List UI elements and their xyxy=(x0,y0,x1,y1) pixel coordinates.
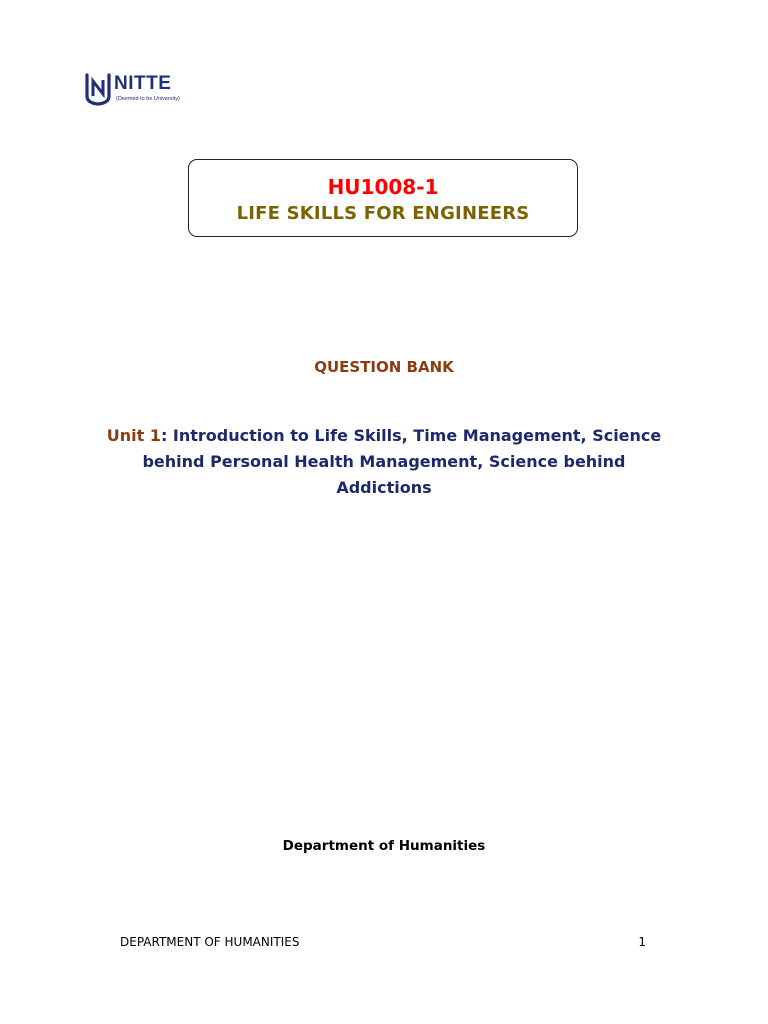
university-logo xyxy=(84,70,184,110)
page-number: 1 xyxy=(638,935,646,949)
course-name: LIFE SKILLS FOR ENGINEERS xyxy=(236,203,530,224)
unit-topics: Introduction to Life Skills, Time Management, Science behind Personal Health Management, Science behind Addictions xyxy=(142,426,662,497)
logo-tagline: (Deemed to be University) xyxy=(116,96,180,102)
course-code: HU1008-1 xyxy=(327,175,439,199)
nitte-emblem-icon xyxy=(84,72,112,106)
question-bank-heading: QUESTION BANK xyxy=(314,358,454,376)
unit-separator: : xyxy=(160,426,168,445)
footer-department: DEPARTMENT OF HUMANITIES xyxy=(120,935,300,949)
course-title-box xyxy=(188,159,578,237)
unit-label: Unit 1 xyxy=(106,426,161,445)
department-name: Department of Humanities xyxy=(282,838,486,854)
logo-wordmark: NITTE xyxy=(114,73,172,94)
unit-description xyxy=(100,423,668,501)
